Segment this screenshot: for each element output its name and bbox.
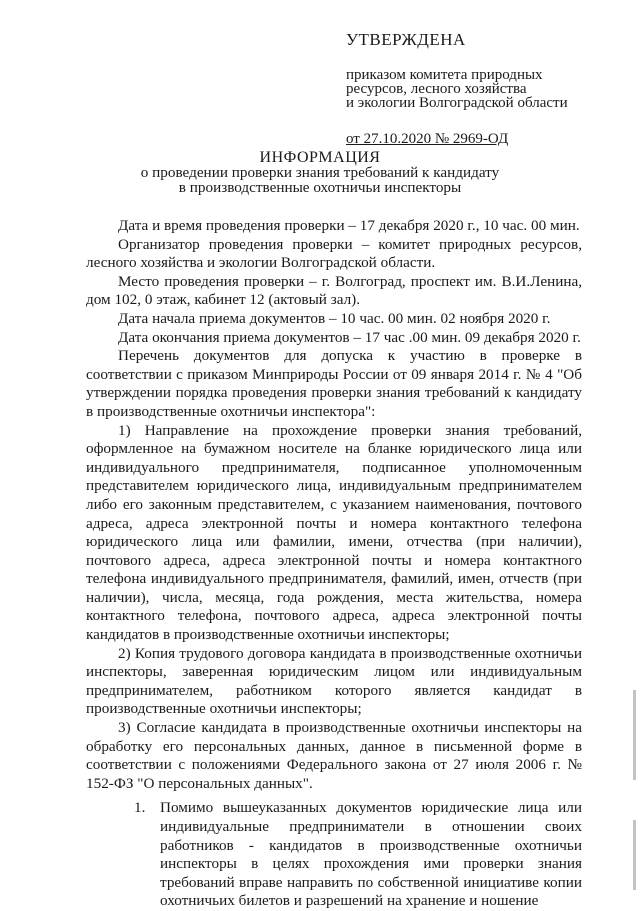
paragraph: 2) Копия трудового договора кандидата в производственные охотничьи инспекторы, заверенная юридическим лицом или индивидуальным предпринимателем, работником которого является кандидат в производственные охотничьи инспекторы; (86, 644, 582, 718)
paragraph: 3) Согласие кандидата в производственные охотничьи инспекторы на обработку его персональных данных, данное в письменной форме в соответствии с положениями Федерального закона от 27 июля 2006 г. № 152-ФЗ "О персональных данных". (86, 719, 582, 792)
approval-by-line: ресурсов, лесного хозяйства (346, 81, 527, 97)
document-body (86, 217, 582, 911)
scan-margin-mark (633, 690, 636, 780)
paragraph: Дата и время проведения проверки – 17 декабря 2020 г., 10 час. 00 мин. (118, 217, 580, 234)
approval-order: от 27.10.2020 № 2969-ОД (346, 131, 509, 147)
approval-by-line: и экологии Волгоградской области (346, 95, 568, 111)
paragraph: Перечень документов для допуска к участию в проверке в соответствии с приказом Минприроды России от 09 января 2014 г. № 4 "Об утверждении порядка проведения проверки знания требований к кандидату в производственные охотничьи инспектора": (86, 347, 582, 420)
paragraph: Дата окончания приема документов – 17 час .00 мин. 09 декабря 2020 г. (118, 328, 581, 346)
paragraph: Место проведения проверки – г. Волгоград, проспект им. В.И.Ленина, дом 102, 0 этаж, кабинет 12 (актовый зал). (86, 272, 582, 309)
approval-heading: УТВЕРЖДЕНА (346, 30, 466, 49)
approval-by-line: приказом комитета природных (346, 67, 543, 83)
list-item-text: Помимо вышеуказанных документов юридические лица или индивидуальные предприниматели в отношении своих работников - кандидатов в производственные охотничьи инспекторы в целях прохождения ими проверки знания требований вправе направить по собственной инициативе копии охотничьих билетов и разрешений на хранение и ношение (160, 799, 582, 910)
title-line: о проведении проверки знания требований к кандидату (140, 164, 500, 181)
paragraph: Дата начала приема документов – 10 час. 00 мин. 02 ноября 2020 г. (118, 309, 551, 327)
approval-block (346, 32, 568, 147)
paragraph: 1) Направление на прохождение проверки знания требований, оформленное на бумажном носителе на бланке юридического лица или индивидуального предпринимателя, подписанное уполномоченным представителем юридического лица, индивидуальным предпринимателем либо его законным представителем, с указанием наименования, почтового адреса, адреса электронной почты и номера контактного телефона юридического лица или фамилии, имени, отчества (при наличии), почтового адреса, адреса электронной почты и номера контактного телефона индивидуального предпринимателя, фамилий, имен, отчеств (при наличии), числа, месяца, года рождения, места жительства, номера контактного телефона, почтового адреса, адреса электронной почты кандидатов в производственные охотничьи инспекторы; (86, 421, 582, 644)
list-item-number: 1. (134, 799, 146, 817)
scan-margin-mark (633, 820, 636, 890)
list-item (134, 799, 582, 911)
title-line: ИНФОРМАЦИЯ (259, 149, 381, 166)
title-line: в производственные охотничьи инспекторы (178, 179, 462, 196)
paragraph: Организатор проведения проверки – комитет природных ресурсов, лесного хозяйства и экологии Волгоградской области. (86, 235, 582, 272)
approval-by (346, 68, 568, 110)
document-title (0, 150, 640, 195)
